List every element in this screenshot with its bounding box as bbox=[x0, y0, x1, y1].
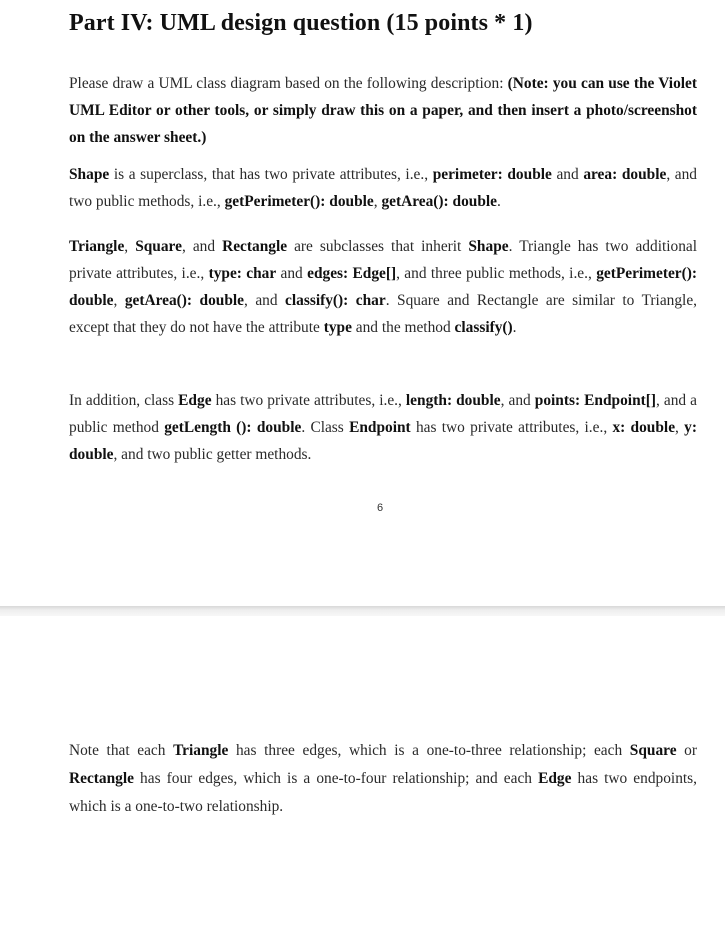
method-classify-word: classify() bbox=[454, 319, 513, 336]
text-run: are subclasses that inherit bbox=[287, 238, 469, 255]
text-run: has two endpoints, which is a one-to-two relationship. bbox=[69, 770, 698, 815]
instructions-intro: Please draw a UML class diagram based on the following description: bbox=[69, 75, 508, 92]
class-name-square: Square bbox=[135, 238, 182, 255]
edge-endpoint-paragraph bbox=[69, 387, 697, 468]
page-number: 6 bbox=[376, 502, 384, 514]
text-run: , bbox=[675, 419, 685, 436]
subclasses-paragraph bbox=[69, 233, 697, 341]
text-run: or bbox=[676, 742, 698, 759]
text-run: and bbox=[276, 265, 308, 282]
attribute-points: points: Endpoint[] bbox=[534, 392, 657, 409]
text-run: has three edges, which is a one-to-three relationship; each bbox=[228, 742, 630, 759]
class-name-rectangle: Rectangle bbox=[69, 770, 134, 787]
attribute-x: x: double bbox=[612, 419, 676, 436]
class-name-square: Square bbox=[629, 742, 677, 759]
method-get-perimeter: getPerimeter(): double bbox=[69, 265, 697, 309]
method-get-area: getArea(): double bbox=[381, 193, 498, 210]
instructions-note: (Note: you can use the Violet UML Editor or other tools, or simply draw this on a paper, and then insert a photo/screenshot on the answer sheet.) bbox=[69, 75, 697, 146]
text-run: , and two public getter methods. bbox=[113, 446, 312, 463]
attribute-type: type: char bbox=[208, 265, 277, 282]
method-classify: classify(): char bbox=[285, 292, 386, 309]
class-name-triangle: Triangle bbox=[69, 238, 125, 255]
attribute-type-word: type bbox=[323, 319, 352, 336]
text-run: , bbox=[124, 238, 136, 255]
text-run: In addition, class bbox=[69, 392, 179, 409]
instructions-paragraph bbox=[69, 70, 697, 151]
class-name-edge: Edge bbox=[178, 392, 212, 409]
method-get-perimeter: getPerimeter(): double bbox=[224, 193, 374, 210]
page-separator bbox=[0, 606, 725, 616]
text-run: , and three public methods, i.e., bbox=[396, 265, 597, 282]
attribute-perimeter: perimeter: double bbox=[432, 166, 552, 183]
shape-description-paragraph bbox=[69, 161, 697, 215]
class-name-shape: Shape bbox=[69, 166, 110, 183]
class-name-endpoint: Endpoint bbox=[349, 419, 411, 436]
attribute-area: area: double bbox=[583, 166, 667, 183]
attribute-length: length: double bbox=[405, 392, 501, 409]
text-run: . bbox=[497, 193, 501, 210]
text-run: , and bbox=[244, 292, 286, 309]
text-run: , bbox=[373, 193, 382, 210]
class-name-edge: Edge bbox=[538, 770, 572, 787]
text-run: and bbox=[551, 166, 584, 183]
question-title: Part IV: UML design question (15 points * 1) bbox=[69, 10, 533, 36]
attribute-y: y: double bbox=[69, 419, 697, 463]
relationships-paragraph bbox=[69, 737, 697, 821]
method-get-area: getArea(): double bbox=[124, 292, 244, 309]
text-run: Note that each bbox=[69, 742, 174, 759]
text-run: , bbox=[113, 292, 125, 309]
text-run: . Square and Rectangle are similar to Triangle, except that they do not have the attribute bbox=[69, 292, 698, 336]
text-run: has four edges, which is a one-to-four relationship; and each bbox=[133, 770, 539, 787]
text-run: . Triangle has two additional private attributes, i.e., bbox=[69, 238, 698, 282]
class-name-triangle: Triangle bbox=[173, 742, 229, 759]
method-get-length: getLength (): double bbox=[164, 419, 302, 436]
text-run: has two private attributes, i.e., bbox=[410, 419, 613, 436]
text-run: , and two public methods, i.e., bbox=[69, 166, 697, 210]
attribute-edges: edges: Edge[] bbox=[307, 265, 397, 282]
text-run: has two private attributes, i.e., bbox=[211, 392, 406, 409]
text-run: , and bbox=[181, 238, 223, 255]
class-name-shape: Shape bbox=[468, 238, 509, 255]
class-name-rectangle: Rectangle bbox=[222, 238, 288, 255]
text-run: is a superclass, that has two private attributes, i.e., bbox=[109, 166, 433, 183]
text-run: . bbox=[512, 319, 517, 336]
text-run: , and bbox=[500, 392, 535, 409]
text-run: , and a public method bbox=[69, 392, 698, 436]
text-run: and the method bbox=[351, 319, 455, 336]
text-run: . Class bbox=[301, 419, 350, 436]
